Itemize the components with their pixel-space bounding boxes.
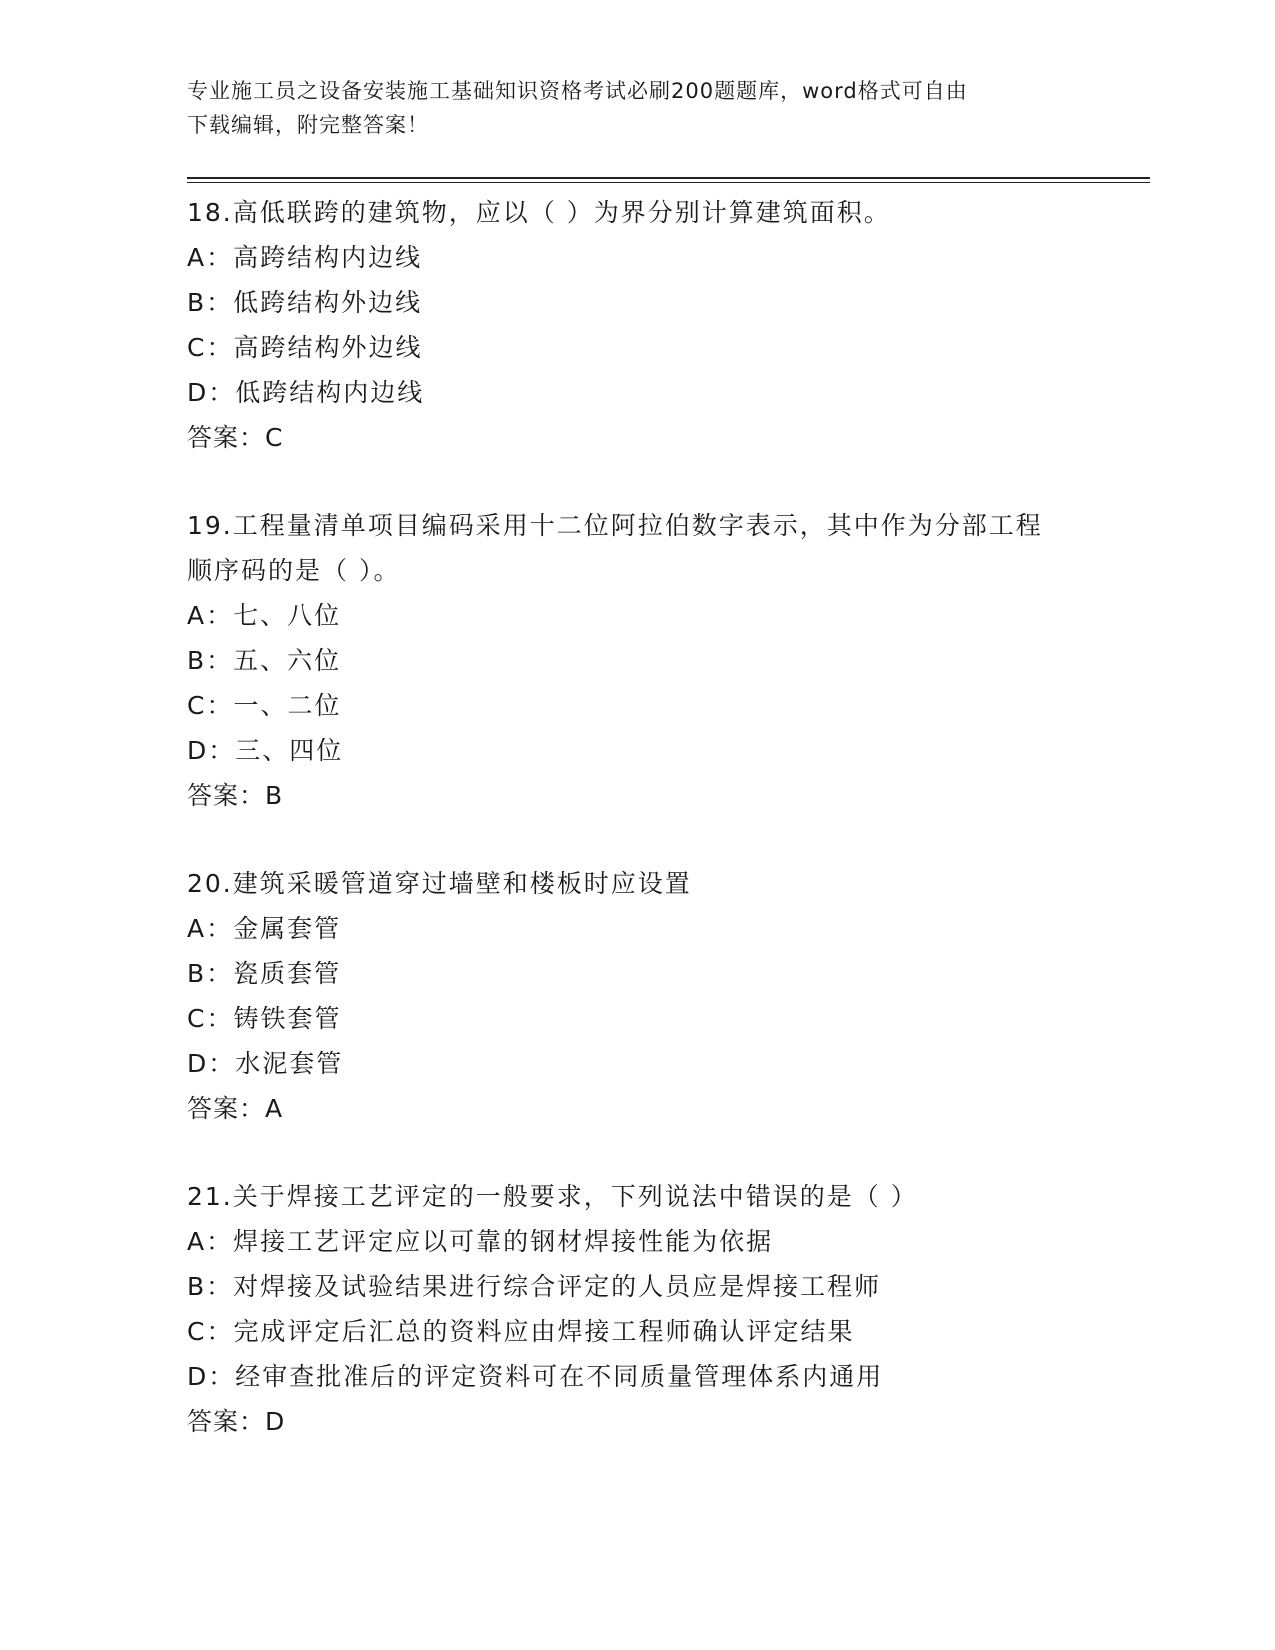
option-c: C：一、二位: [187, 691, 342, 720]
option-b: B：瓷质套管: [187, 959, 342, 988]
header-line-2: 下载编辑，附完整答案！: [187, 113, 429, 137]
answer: 答案：C: [187, 423, 284, 452]
option-a: A：高跨结构内边线: [187, 243, 423, 272]
question-spacer: [187, 818, 1087, 861]
question-stem: 19.工程量清单项目编码采用十二位阿拉伯数字表示，其中作为分部工程顺序码的是（ ）。: [187, 511, 1043, 585]
option-c: C：铸铁套管: [187, 1004, 342, 1033]
option-d: D：水泥套管: [187, 1049, 344, 1078]
question-stem: 18.高低联跨的建筑物，应以（ ）为界分别计算建筑面积。: [187, 198, 891, 227]
question-spacer: [187, 460, 1087, 503]
answer: 答案：A: [187, 1094, 284, 1123]
header-line-1: 专业施工员之设备安装施工基础知识资格考试必刷200题题库，word格式可自由: [187, 79, 968, 103]
question-19: [187, 503, 1087, 818]
question-18: [187, 190, 1087, 460]
option-a: A：七、八位: [187, 601, 342, 630]
option-a: A：金属套管: [187, 914, 342, 943]
question-stem: 20.建筑采暖管道穿过墙壁和楼板时应设置: [187, 869, 692, 898]
option-d: D：低跨结构内边线: [187, 378, 425, 407]
option-a: A：焊接工艺评定应以可靠的钢材焊接性能为依据: [187, 1227, 774, 1256]
question-20: [187, 861, 1087, 1131]
option-d: D：经审查批准后的评定资料可在不同质量管理体系内通用: [187, 1362, 884, 1391]
question-spacer: [187, 1131, 1087, 1174]
answer: 答案：D: [187, 1407, 286, 1436]
header-divider-thin: [187, 182, 1150, 183]
question-stem: 21.关于焊接工艺评定的一般要求，下列说法中错误的是（ ）: [187, 1182, 918, 1211]
option-c: C：高跨结构外边线: [187, 333, 423, 362]
option-b: B：对焊接及试验结果进行综合评定的人员应是焊接工程师: [187, 1272, 882, 1301]
question-list: [187, 190, 1087, 1444]
option-c: C：完成评定后汇总的资料应由焊接工程师确认评定结果: [187, 1317, 855, 1346]
option-b: B：五、六位: [187, 646, 342, 675]
answer: 答案：B: [187, 781, 284, 810]
document-header: [187, 74, 1067, 142]
header-divider-thick: [187, 177, 1150, 179]
option-d: D：三、四位: [187, 736, 344, 765]
question-21: [187, 1174, 1087, 1444]
option-b: B：低跨结构外边线: [187, 288, 423, 317]
